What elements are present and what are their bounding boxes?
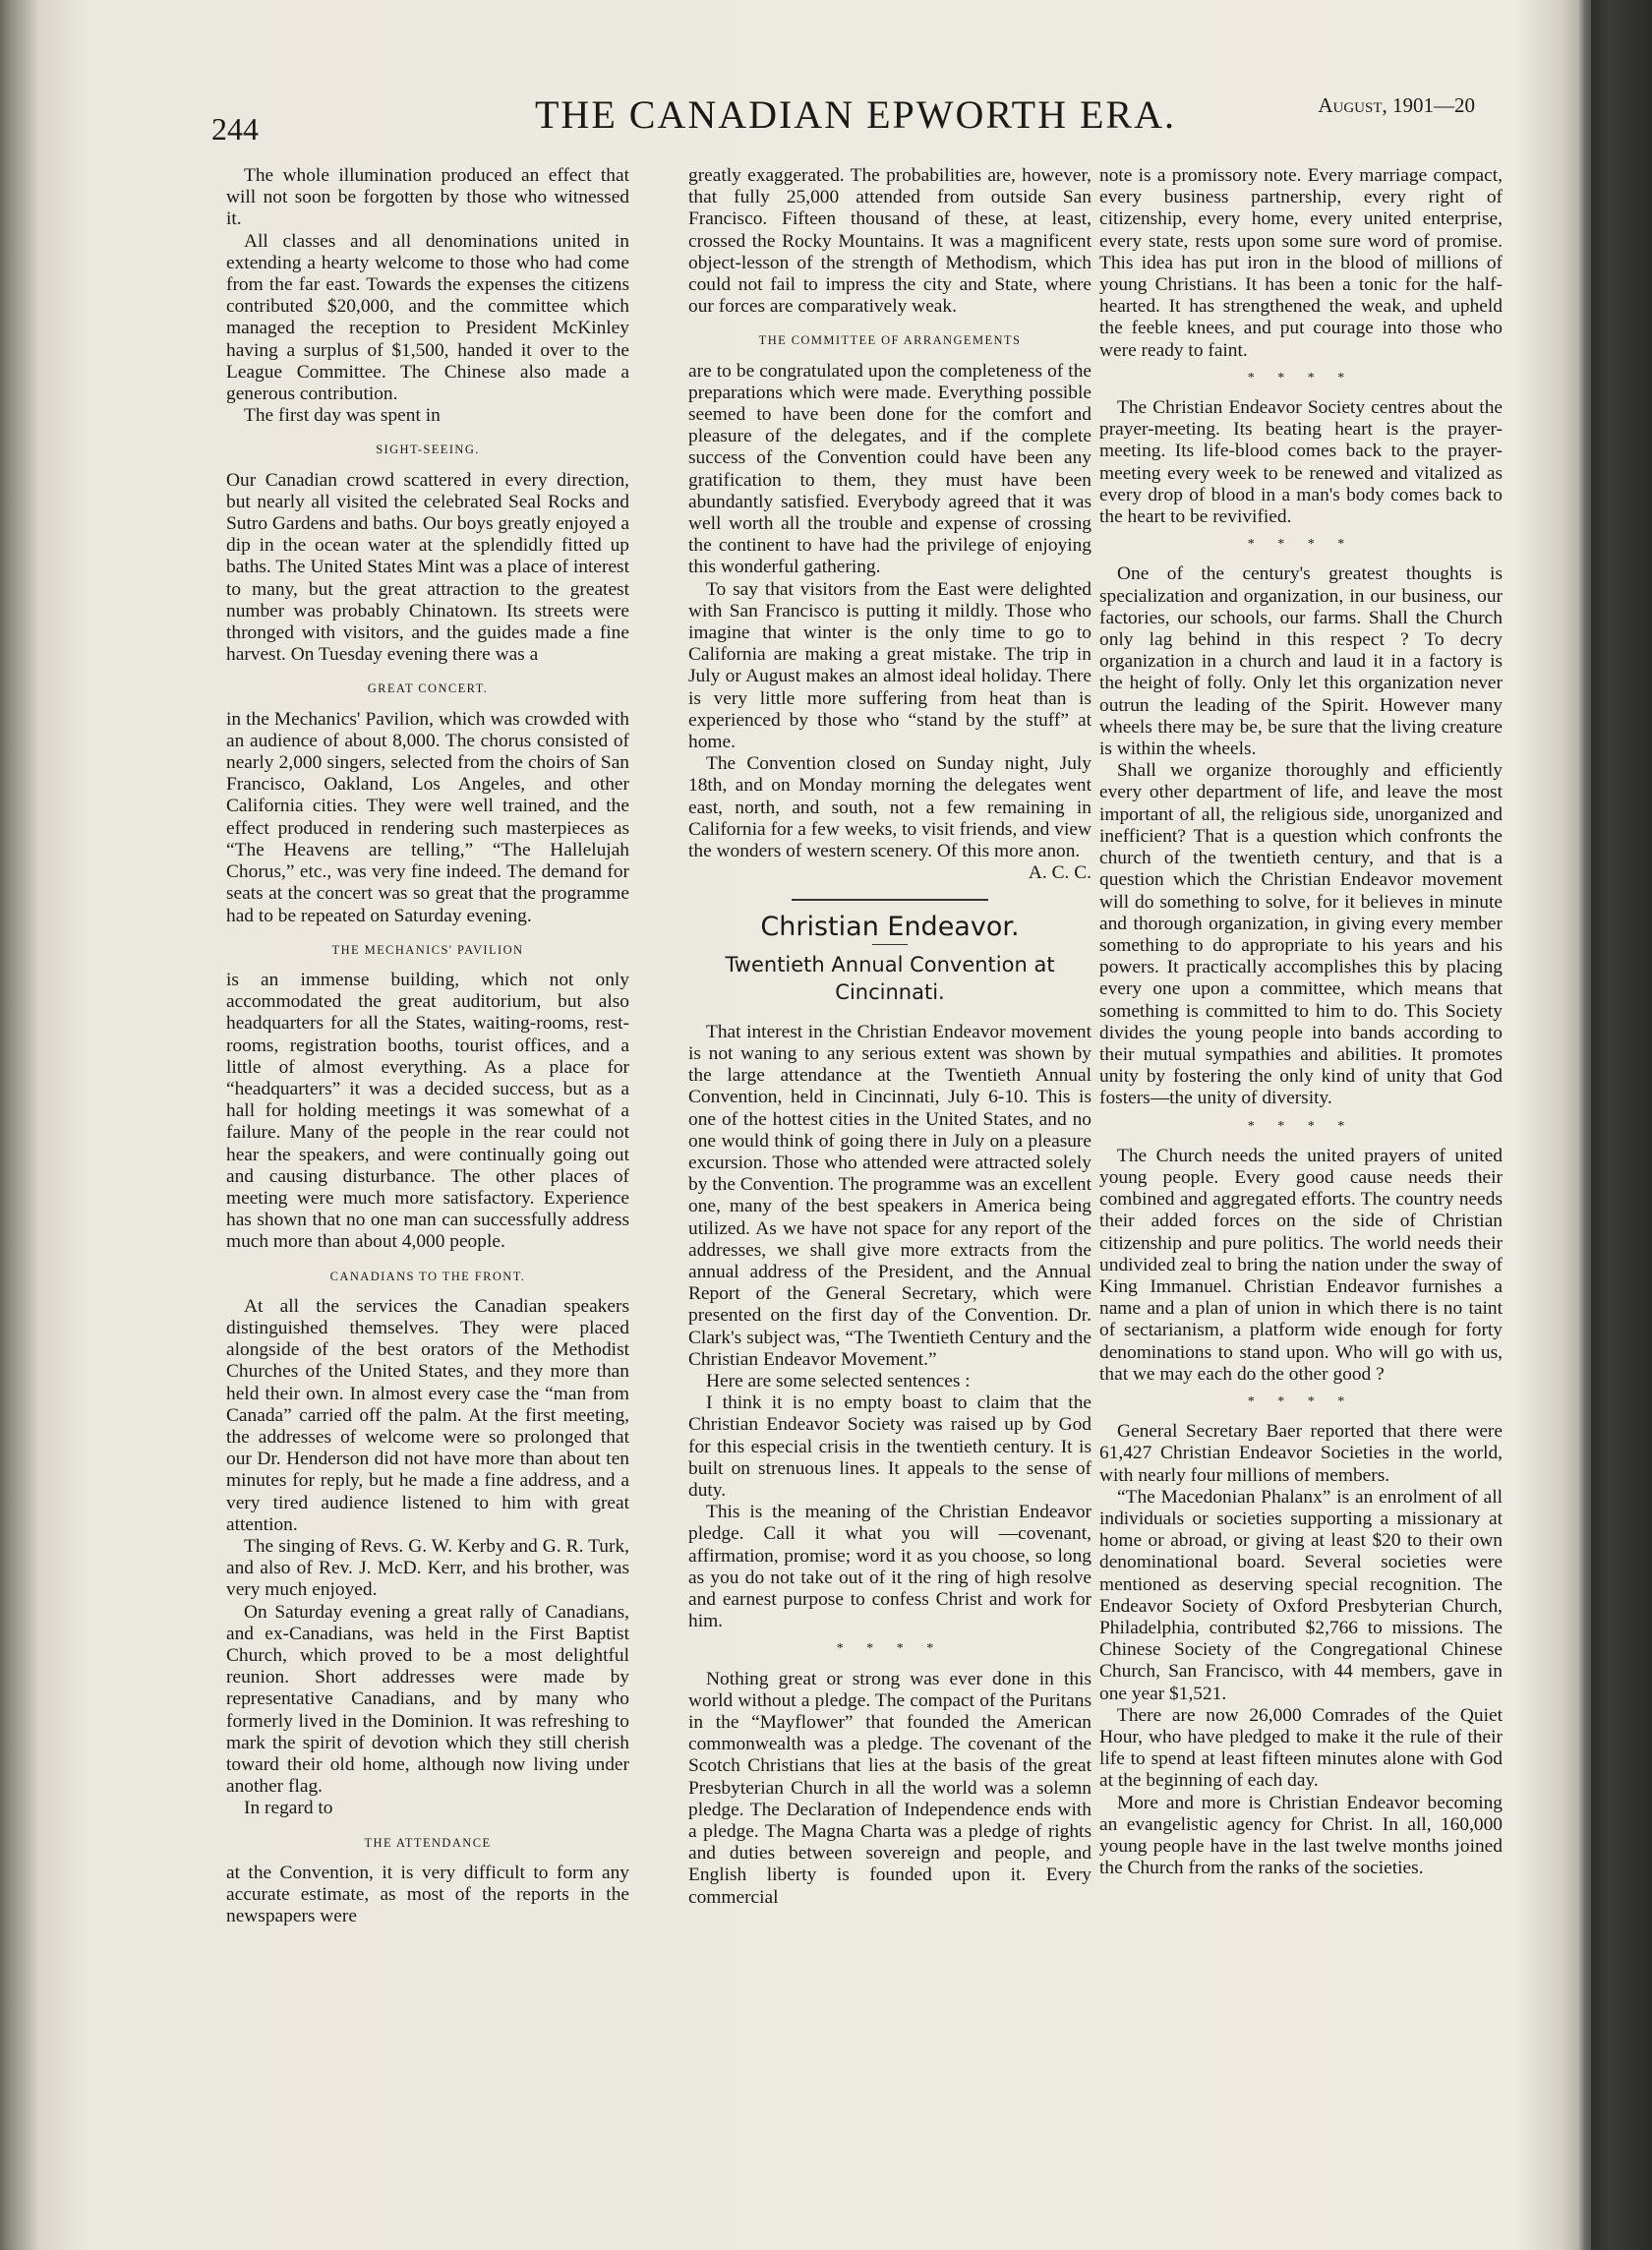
paragraph: On Saturday evening a great rally of Canadians, and ex-Canadians, was held in the First Baptist Church, which proved to be a most delightful reunion. Short addresses were made by representative Canadians, and by many who formerly lived in the Dominion. It was refreshing to mark the spirit of devotion which they still cherish toward their old home, although now living under another flag. [226, 1601, 629, 1798]
paragraph: There are now 26,000 Comrades of the Quiet Hour, who have pledged to make it the rule of their life to spend at least fifteen minutes alone with God at the beginning of each day. [1099, 1704, 1503, 1792]
paragraph: One of the century's greatest thoughts is specialization and organization, in our business, our factories, our schools, our farms. Shall the Church only lag behind in this respect ? To decry organization in a church and laud it in a factory is the height of folly. Only let this organization never outrun the leading of the Spirit. However many wheels there may be, be sure that the living creature is within the wheels. [1099, 563, 1503, 760]
paragraph: note is a promissory note. Every marriage compact, every business partnership, every right of citizenship, every home, every united enterprise, every state, rests upon some sure word of promise. This idea has put iron in the blood of millions of young Christians. It has been a tonic for the half-hearted. It has strengthened the weak, and upheld the feeble knees, and put courage into those who were ready to faint. [1099, 165, 1503, 361]
subheading: GREAT CONCERT. [367, 681, 489, 696]
masthead-title: THE CANADIAN EPWORTH ERA. [535, 92, 1176, 137]
column-3 [1099, 165, 1503, 1879]
paragraph: The first day was spent in [244, 405, 441, 427]
section-divider-stars: * * * * [1247, 1118, 1355, 1134]
paragraph: I think it is no empty boast to claim that the Christian Endeavor Society was raised up by God for this especial crisis in the twentieth century. It is built on strenuous lines. It appeals to the sense of duty. [688, 1392, 1092, 1501]
paragraph: The Convention closed on Sunday night, July 18th, and on Monday morning the delegates went east, north, and south, not a few remaining in California for a few weeks, to visit friends, and view the wonders of western scenery. Of this more anon. [688, 753, 1092, 862]
issue-date: August, 1901—20 [1318, 93, 1475, 117]
paragraph: Shall we organize thoroughly and efficiently every other department of life, and leave the most important of all, the religious side, unorganized and inefficient? That is a question which confronts the church of the twentieth century, and that is a question which the Christian Endeavor movement will do something to solve, for it believes in minute and thorough organization, in giving every member something to do appropriate to his years and his powers. It practically accomplishes this by placing every one upon a committee, which means that something is committed to him to do. This Society divides the young people into bands according to their mutual sympathies and abilities. It promotes unity by fostering the only kind of unity that God fosters—the unity of diversity. [1099, 760, 1503, 1109]
page-number: 244 [211, 111, 259, 147]
paragraph: All classes and all denominations united in extending a hearty welcome to those who had come from the far east. Towards the expenses the citizens contributed $20,000, and the committee which managed the reception to President McKinley having a surplus of $1,500, handed it over to the League Committee. The Chinese also made a generous contribution. [226, 230, 629, 405]
paragraph: That interest in the Christian Endeavor movement is not waning to any serious extent was shown by the large attendance at the Twentieth Annual Convention, held in Cincinnati, July 6-10. This is one of the hottest cities in the United States, and no one would think of going there in July on a pleasure excursion. Those who attended were attracted solely by the Convention. The programme was an excellent one, many of the best speakers in America being utilized. As we have not space for any report of the addresses, we shall give more extracts from the annual address of the President, and the Annual Report of the General Secretary, which were presented on the first day of the Convention. Dr. Clark's subject was, “The Twentieth Century and the Christian Endeavor Movement.” [688, 1021, 1092, 1370]
subheading: THE COMMITTEE OF ARRANGEMENTS [758, 333, 1022, 348]
paragraph: To say that visitors from the East were delighted with San Francisco is putting it mildly. Those who imagine that winter is the only time to go to California are making a great mistake. The trip in July or August makes an almost ideal holiday. There is very little more suffering from heat than is experienced by those who “stand by the stuff” at home. [688, 578, 1092, 753]
paragraph: The singing of Revs. G. W. Kerby and G. R. Turk, and also of Rev. J. McD. Kerr, and his brother, was very much enjoyed. [226, 1535, 629, 1601]
next-page-edge [1591, 0, 1652, 2250]
paragraph: More and more is Christian Endeavor becoming an evangelistic agency for Christ. In all, 160,000 young people have in the last twelve months joined the Church from the ranks of the societies. [1099, 1792, 1503, 1879]
paragraph: at the Convention, it is very difficult to form any accurate estimate, as most of the reports in the newspapers were [226, 1862, 629, 1927]
paragraph: “The Macedonian Phalanx” is an enrolment of all individuals or societies supporting a missionary at home or abroad, or giving at least $20 to their own denominational board. Several societies were mentioned as deserving special recognition. The Endeavor Society of Oxford Presbyterian Church, Philadelphia, contributed $2,766 to missions. The Chinese Society of the Congregational Chinese Church, San Francisco, with 44 members, gave in one year $1,521. [1099, 1486, 1503, 1704]
paragraph: At all the services the Canadian speakers distinguished themselves. They were placed alongside of the best orators of the Methodist Churches of the United States, and they more than held their own. In almost every case the “man from Canada” carried off the palm. At the first meeting, the addresses of welcome were so prolonged that our Dr. Henderson did not have more than about ten minutes for reply, but he made a fine address, and a very tired audience listened to him with great attention. [226, 1295, 629, 1535]
paragraph: greatly exaggerated. The probabilities are, however, that fully 25,000 attended from outside San Francisco. Fifteen thousand of these, at least, crossed the Rocky Mountains. It was a magnificent object-lesson of the strength of Methodism, which could not fail to impress the city and State, where our forces are comparatively weak. [688, 165, 1092, 318]
column-2 [688, 165, 1092, 1909]
paragraph: Here are some selected sentences : [706, 1370, 971, 1391]
column-1 [226, 165, 629, 1927]
paragraph: Our Canadian crowd scattered in every direction, but nearly all visited the celebrated Seal Rocks and Sutro Gardens and baths. Our boys greatly enjoyed a dip in the ocean water at the splendidly fitted up baths. The United States Mint was a place of interest to many, but the great attraction to the greatest number was probably Chinatown. Its streets were thronged with visitors, and the guides made a fine harvest. On Tuesday evening there was a [226, 469, 629, 666]
paragraph: in the Mechanics' Pavilion, which was crowded with an audience of about 8,000. The chorus consisted of nearly 2,000 singers, selected from the choirs of San Francisco, Oakland, Los Angeles, and other California cities. They were well trained, and the effect produced in rendering such masterpieces as “The Heavens are telling,” “The Hallelujah Chorus,” etc., was very fine indeed. The demand for seats at the concert was so great that the programme had to be repeated on Saturday evening. [226, 708, 629, 926]
paragraph: The Christian Endeavor Society centres about the prayer-meeting. Its beating heart is the prayer-meeting. Its life-blood comes back to the prayer-meeting every week to be renewed and vitalized as every drop of blood in a man's body comes back to the heart to be revivified. [1099, 397, 1503, 528]
section-divider-stars: * * * * [836, 1641, 944, 1657]
paragraph: General Secretary Baer reported that there were 61,427 Christian Endeavor Societies in the world, with nearly four millions of members. [1099, 1421, 1503, 1486]
section-divider-stars: * * * * [1247, 537, 1355, 553]
subheading: THE ATTENDANCE [364, 1835, 492, 1850]
subheading: THE MECHANICS' PAVILION [331, 942, 524, 957]
section-rule [792, 899, 988, 901]
paragraph: The Church needs the united prayers of united young people. Every good cause needs their combined and aggregated efforts. The country needs their added forces on the side of Christian citizenship and pure politics. The world needs their undivided zeal to bring the nation under the sway of King Immanuel. Christian Endeavor furnishes a name and a plan of union in which there is no taint of sectarianism, a platform wide enough for forty denominations to stand upon. Who will go with us, that we may each do the other good ? [1099, 1145, 1503, 1385]
paragraph: is an immense building, which not only accommodated the great auditorium, but also headquarters for all the States, waiting-rooms, rest-rooms, registration booths, tourist offices, and a little of almost everything. As a place for “headquarters” it was a decided success, but as a hall for holding meetings it was somewhat of a failure. Many of the people in the rear could not hear the speakers, and were continually going out and causing disturbance. The other places of meeting were much more satisfactory. Experience has shown that no one man can successfully address much more than about 4,000 people. [226, 969, 629, 1253]
paragraph: The whole illumination produced an effect that will not soon be forgotten by those who witnessed it. [226, 165, 629, 230]
paragraph: Nothing great or strong was ever done in this world without a pledge. The compact of the Puritans in the “Mayflower” that founded the American commonwealth was a pledge. The covenant of the Scotch Christians that lies at the basis of the great Presbyterian Church in all the world was a solemn pledge. The Declaration of Independence ends with a pledge. The Magna Charta was a pledge of rights and duties between sovereign and people, and English liberty is founded upon it. Every commercial [688, 1668, 1092, 1908]
section-rule-short [872, 944, 908, 945]
subheading: SIGHT-SEEING. [376, 443, 480, 457]
section-divider-stars: * * * * [1247, 370, 1355, 385]
paragraph: This is the meaning of the Christian Endeavor pledge. Call it what you will —covenant, affirmation, promise; word it as you choose, so long as you do not take out of it the ring of high resolve and earnest purpose to confess Christ and work for him. [688, 1502, 1092, 1632]
page-header [197, 84, 1514, 147]
subheading: CANADIANS TO THE FRONT. [329, 1269, 526, 1283]
paragraph: are to be congratulated upon the completeness of the preparations which were made. Everything possible seemed to have been done for the comfort and pleasure of the delegates, and if the complete success of the Convention could have been any gratification to them, they must have been abundantly satisfied. Everybody agreed that it was well worth all the trouble and expense of crossing the continent to have had the privilege of enjoying this wonderful gathering. [688, 360, 1092, 578]
section-title: Christian Endeavor. [760, 911, 1020, 942]
author-signature: A. C. C. [1028, 862, 1092, 884]
paragraph: In regard to [244, 1798, 333, 1819]
section-divider-stars: * * * * [1247, 1393, 1355, 1409]
section-subtitle: Twentieth Annual Convention at Cincinnati. [725, 952, 1055, 1004]
